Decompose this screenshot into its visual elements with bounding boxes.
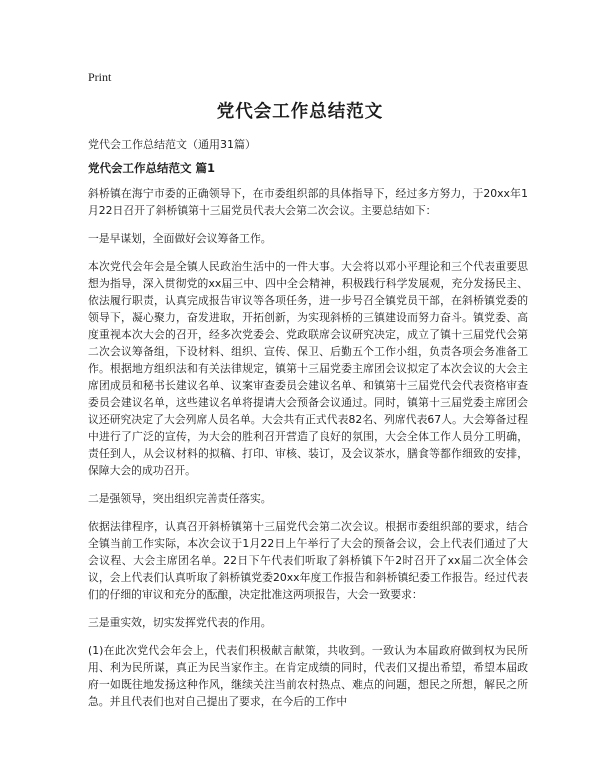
- point-one-body: 本次党代会年会是全镇人民政治生活中的一件大事。大会将以邓小平理论和三个代表重要思想为指导，深入贯彻党的xx届三中、四中全会精神，积极践行科学发展观，充分发扬民主、依法履行职责，认真完成报告审议等各项任务，进一步号召全镇党员干部，在斜桥镇党委的领导下，凝心聚力，奋发进取，开拓创新，为实现斜桥的三镇建设而努力奋斗。镇党委、高度重视本次大会的召开，经多次党委会、党政联席会议研究决定，成立了镇十三届党代会第二次会议筹备组，下设材料、组织、宣传、保卫、后勤五个工作小组，负责各项会务准备工作。根据地方组织法和有关法律规定，镇第十三届党委主席团会议拟定了本次会议的大会主席团成员和秘书长建议名单、议案审查委员会建议名单、和镇第十三届党代会代表资格审查委员会建议名单，这些建议名单将提请大会预备会议通过。同时，镇第十三届党委主席团会议还研究决定了大会列席人员名单。大会共有正式代表82名、列席代表67人。大会筹备过程中进行了广泛的宣传，为大会的胜利召开营造了良好的氛围，大会全体工作人员分工明确，责任到人，从会议材料的拟稿、打印、审核、装订，及会议茶水，膳食等都作细致的安排，保障大会的成功召开。: [88, 260, 528, 477]
- point-three-heading: 三是重实效，切实发挥党代表的作用。: [88, 616, 272, 629]
- point-three-body: (1)在此次党代会年会上，代表们积极献言献策，共收到。一致认为本届政府做到权为民所用、利为民所谋，真正为民当家作主。在肯定成绩的同时，代表们又提出希望，希望本届政府一如既往地发扬这种作风，继续关注当前农村热点、难点的问题，想民之所想，解民之所急。并且代表们也对自己提出了要求，在今后的工作中: [88, 644, 528, 708]
- document-title: 党代会工作总结范文: [216, 102, 384, 122]
- point-one-heading: 一是早谋划，全面做好会议筹备工作。: [88, 232, 272, 245]
- point-two-body: 依据法律程序，认真召开斜桥镇第十三届党代会第二次会议。根据市委组织部的要求，结合全镇当前工作实际，本次会议于1月22日上午举行了大会的预备会议，会上代表们通过了大会议程、大会主席团名单。22日下午代表们听取了斜桥镇下午2时召开了xx届二次全体会议，会上代表们认真听取了斜桥镇党委20xx年度工作报告和斜桥镇纪委工作报告。经过代表们的仔细的审议和充分的酝酿，决定批准这两项报告，大会一致要求：: [88, 520, 528, 601]
- body-text: [88, 185, 528, 721]
- section-heading: 党代会工作总结范文 篇1: [88, 161, 216, 175]
- print-label: Print: [88, 70, 112, 84]
- intro-paragraph: 斜桥镇在海宁市委的正确领导下，在市委组织部的具体指导下，经过多方努力，于20xx年1月22日召开了斜桥镇第十三届党员代表大会第二次会议。主要总结如下：: [88, 187, 528, 217]
- document-subtitle: 党代会工作总结范文（通用31篇）: [88, 138, 256, 151]
- point-two-heading: 二是强领导，突出组织完善责任落实。: [88, 492, 272, 505]
